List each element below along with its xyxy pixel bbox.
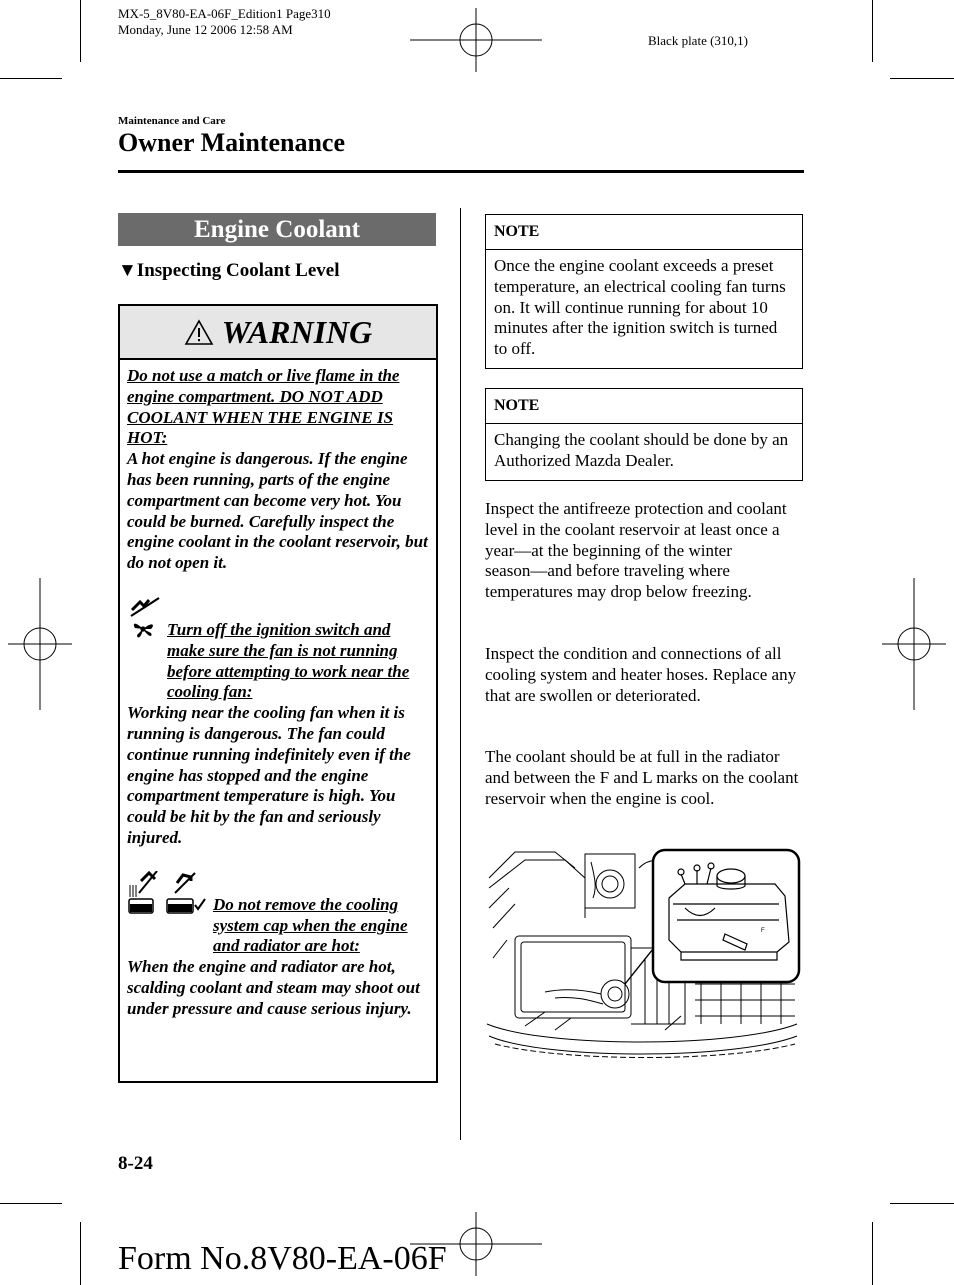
crop-mark	[890, 1203, 954, 1204]
registration-mark-right	[882, 578, 946, 710]
warning-heading-flame: Do not use a match or live flame in the engine compartment. DO NOT ADD COOLANT WHEN THE ENGINE IS HOT:	[127, 366, 400, 448]
form-number: Form No.8V80-EA-06F	[118, 1240, 447, 1277]
print-header-date: Monday, June 12 2006 12:58 AM	[118, 22, 293, 37]
fan-icon-group	[127, 596, 431, 640]
reservoir-f-mark: F	[761, 928, 765, 934]
coolant-cap-icon	[165, 871, 211, 915]
print-header	[118, 6, 331, 38]
engine-coolant-illustration	[485, 848, 801, 1062]
radiator-hot-icon	[127, 871, 161, 915]
note-label: NOTE	[486, 215, 802, 250]
note-box-fan	[485, 214, 803, 369]
paragraph-inspect-antifreeze: Inspect the antifreeze protection and coolant level in the coolant reservoir at least once a year―at the beginning of the winter season―and before traveling where temperatures may drop below freezing.	[485, 499, 787, 602]
note-text: Changing the coolant should be done by an Authorized Mazda Dealer.	[494, 430, 789, 470]
print-header-file: MX-5_8V80-EA-06F_Edition1 Page310	[118, 6, 331, 21]
crop-mark	[890, 78, 954, 79]
section-band: Engine Coolant	[118, 213, 436, 246]
section-label: Maintenance and Care	[118, 115, 226, 127]
page-number: 8-24	[118, 1153, 153, 1174]
crop-mark	[0, 1203, 62, 1204]
warning-heading-fan: Turn off the ignition switch and make sure the fan is not running before attempting to work near the cooling fan:	[167, 619, 410, 702]
crop-mark	[872, 1222, 873, 1285]
warning-text-fan: Working near the cooling fan when it is running is dangerous. The fan could continue running indefinitely even if the engine has stopped and the engine compartment temperature is high. You could be hit by the fan and seriously injured.	[127, 703, 411, 847]
cooling-fan-icon	[129, 619, 159, 640]
crop-mark	[872, 0, 873, 62]
page-title: Owner Maintenance	[118, 128, 345, 157]
crop-mark	[80, 1222, 81, 1285]
note-text: Once the engine coolant exceeds a preset temperature, an electrical cooling fan turns on. It will continue running for about 10 minutes after the ignition switch is turned to off.	[494, 256, 786, 359]
column-divider	[460, 208, 461, 1140]
warning-box	[118, 304, 438, 1083]
note-box-dealer	[485, 388, 803, 481]
warning-text-flame: A hot engine is dangerous. If the engine has been running, parts of the engine compartment can become very hot. You could be burned. Carefully inspect the engine coolant in the coolant reservoir, but do not open it.	[127, 449, 428, 573]
cap-icon-group	[127, 871, 431, 915]
paragraph-inspect-hoses: Inspect the condition and connections of all cooling system and heater hoses. Replace any that are swollen or deteriorated.	[485, 644, 797, 705]
subheading: ▼Inspecting Coolant Level	[118, 260, 340, 281]
note-label: NOTE	[486, 389, 802, 424]
plate-label: Black plate (310,1)	[648, 33, 748, 48]
warning-body	[127, 366, 431, 1020]
paragraph-coolant-level: The coolant should be at full in the radiator and between the F and L marks on the coolant reservoir when the engine is cool.	[485, 747, 799, 808]
title-rule	[118, 170, 804, 173]
warning-triangle-icon	[184, 319, 214, 346]
warning-heading-cap: Do not remove the cooling system cap when the engine and radiator are hot:	[213, 894, 408, 956]
crop-mark	[0, 78, 62, 79]
warning-header	[120, 306, 436, 360]
registration-mark-top	[410, 8, 542, 72]
crop-mark	[80, 0, 81, 62]
registration-mark-left	[8, 578, 72, 710]
no-hand-icon	[129, 596, 161, 618]
warning-title: WARNING	[221, 313, 373, 350]
warning-text-cap: When the engine and radiator are hot, scalding coolant and steam may shoot out under pressure and cause serious injury.	[127, 957, 420, 1018]
